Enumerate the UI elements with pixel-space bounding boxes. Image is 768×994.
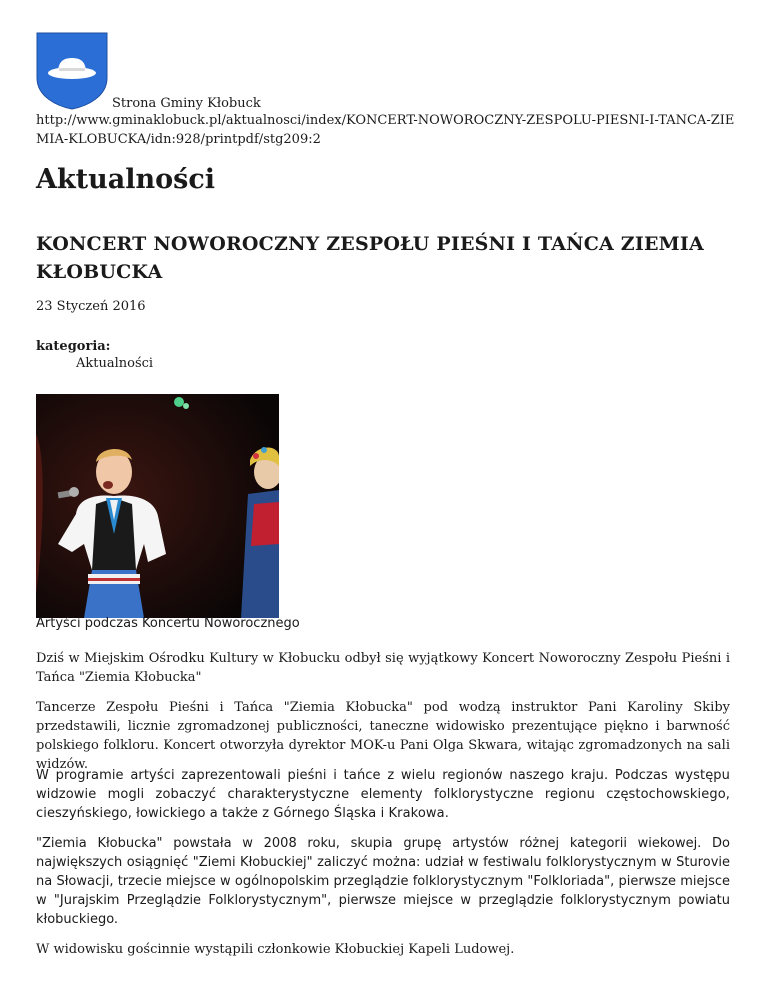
article-title: KONCERT NOWOROCZNY ZESPOŁU PIEŚNI I TAŃCA ZIEMIA KŁOBUCKA [36,233,704,283]
print-header [36,32,736,147]
article-photo [36,394,279,618]
category-label: kategoria: [36,339,111,354]
article-paragraph: "Ziemia Kłobucka" powstała w 2008 roku, skupia grupę artystów różnej kategorii wiekowej. Do największych osiągnięć "Ziemi Kłobuckiej" zaliczyć można: udział w festiwalu folklorystycznym w Sturovie na Słowacji, trzecie miejsce w ogólnopolskim przeglądzie folklorystycznym "Folkloriada", pierwsze miejsce w "Jurajskim Przeglądzie Folklorystycznym", pierwsze miejsce w przeglądzie folklorystycznym powiatu kłobuckiego. [36,836,730,927]
article-paragraph: W programie artyści zaprezentowali pieśni i tańce z wielu regionów naszego kraju. Podczas występu widzowie mogli zobaczyć charakterystyczne elementy folklorystyczne regionu częstochowskiego, cieszyńskiego, łowickiego a także z Górnego Śląska i Krakowa. [36,768,730,821]
site-name: Strona Gminy Kłobuck [112,96,261,111]
print-page [36,32,736,957]
article-date: 23 Styczeń 2016 [36,299,146,314]
article-paragraph: W widowisku gościnnie wystąpili członkowie Kłobuckiej Kapeli Ludowej. [36,942,515,957]
category-value: Aktualności [76,356,154,371]
photo-caption: Artyści podczas Koncertu Noworocznego [36,616,300,631]
article-paragraph: Tancerze Zespołu Pieśni i Tańca "Ziemia Kłobucka" pod wodzą instruktor Pani Karoliny Skiby przedstawili, licznie zgromadzonej publiczności, taneczne widowisko prezentujące piękno i barwność polskiego folkloru. Koncert otworzyła dyrektor MOK-u Pani Olga Skwara, witając zgromadzonych na sali widzów. [36,700,730,772]
print-url: http://www.gminaklobuck.pl/aktualnosci/index/KONCERT-NOWOROCZNY-ZESPOLU-PIESNI-I-TANCA-ZIEMIA-KLOBUCKA/idn:928/printpdf/stg209:2 [36,113,735,147]
coat-of-arms-hat-icon [36,32,108,110]
article-paragraph: Dziś w Miejskim Ośrodku Kultury w Kłobucku odbył się wyjątkowy Koncert Noworoczny Zespołu Pieśni i Tańca "Ziemia Kłobucka" [36,651,730,685]
section-title: Aktualności [36,164,216,195]
